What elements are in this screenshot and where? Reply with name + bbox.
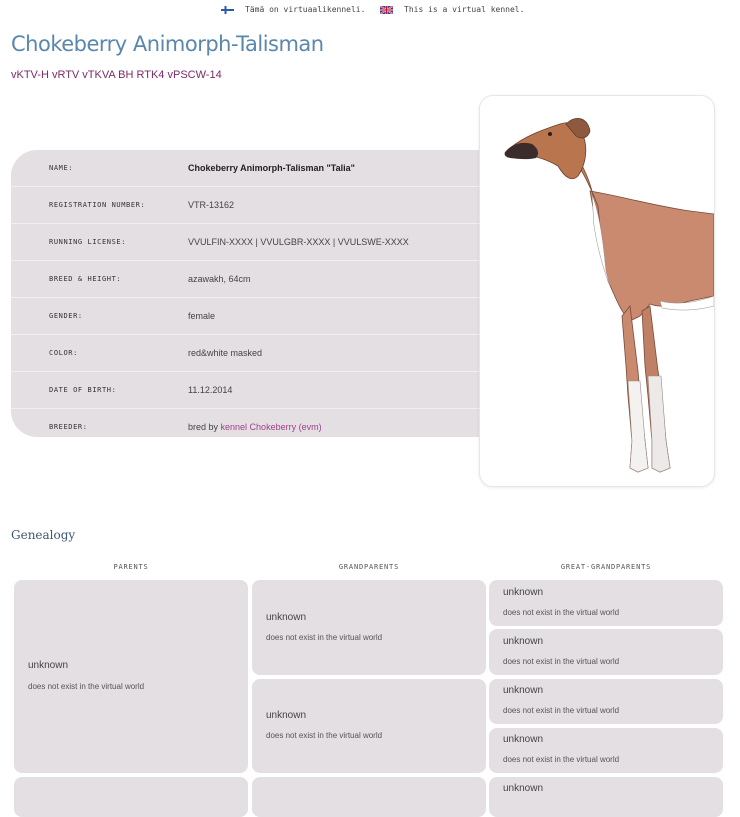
info-label: BREEDER: [49,423,88,431]
info-value: 11.12.2014 [188,385,233,395]
ancestor-note: does not exist in the virtual world [266,633,383,642]
great-grandparent-cell [489,777,723,817]
dog-photo [479,95,715,487]
parent-cell [14,777,248,817]
info-value [188,422,322,432]
ancestor-note: does not exist in the virtual world [503,657,620,666]
genealogy-title: Genealogy [11,528,76,542]
language-finnish[interactable] [221,5,365,14]
great-grandparent-cell [489,679,723,724]
great-grandparent-cell [489,728,723,773]
info-row-color [11,335,491,372]
finland-flag-icon [221,6,234,14]
finnish-notice: Tämä on virtuaalikenneli. [245,5,366,14]
info-card [11,150,491,437]
info-row-gender [11,298,491,335]
info-value: azawakh, 64cm [188,274,251,284]
column-header-grandparents: GRANDPARENTS [338,563,400,571]
dog-titles: vKTV-H vRTV vTKVA BH RTK4 vPSCW-14 [11,69,222,81]
ancestor-name: unknown [503,734,544,745]
uk-flag-icon [380,6,393,14]
language-bar [0,0,740,22]
ancestor-name: unknown [503,685,544,696]
info-label: REGISTRATION NUMBER: [49,201,146,209]
info-label: RUNNING LICENSE: [49,238,127,246]
info-row-running-license [11,224,491,261]
info-value: female [188,311,216,321]
ancestor-name: unknown [28,660,69,671]
info-value: Chokeberry Animorph-Talisman "Talia" [188,163,355,173]
info-label: NAME: [49,164,74,172]
ancestor-name: unknown [503,783,544,794]
info-value: red&white masked [188,348,263,358]
language-english[interactable] [380,5,524,14]
page-title: Chokeberry Animorph-Talisman [11,32,324,56]
info-label: GENDER: [49,312,83,320]
breeder-prefix: bred by [188,422,221,432]
ancestor-note: does not exist in the virtual world [503,608,620,617]
info-label: BREED & HEIGHT: [49,275,122,283]
info-row-breed-height [11,261,491,298]
grandparent-cell [252,580,486,675]
info-value: VTR-13162 [188,200,235,210]
parent-cell [14,580,248,773]
info-value: VVULFIN-XXXX | VVULGBR-XXXX | VVULSWE-XXXX [188,237,409,247]
great-grandparent-cell [489,629,723,675]
info-row-name [11,150,491,187]
ancestor-name: unknown [266,612,307,623]
ancestor-note: does not exist in the virtual world [503,755,620,764]
ancestor-note: does not exist in the virtual world [28,682,145,691]
great-grandparent-cell [489,580,723,626]
ancestor-name: unknown [503,587,544,598]
grandparent-cell [252,777,486,817]
info-row-breeder [11,409,491,437]
ancestor-name: unknown [503,636,544,647]
english-notice: This is a virtual kennel. [404,5,525,14]
ancestor-note: does not exist in the virtual world [266,731,383,740]
column-header-parents: PARENTS [113,563,149,571]
ancestor-note: does not exist in the virtual world [503,706,620,715]
info-row-date-of-birth [11,372,491,409]
dog-illustration [480,96,714,486]
breeder-link[interactable]: kennel Chokeberry (evm) [220,422,322,432]
info-label: DATE OF BIRTH: [49,386,117,394]
ancestor-name: unknown [266,710,307,721]
column-header-great-grandparents: GREAT-GRANDPARENTS [560,563,652,571]
grandparent-cell [252,679,486,773]
info-label: COLOR: [49,349,78,357]
info-row-registration [11,187,491,224]
